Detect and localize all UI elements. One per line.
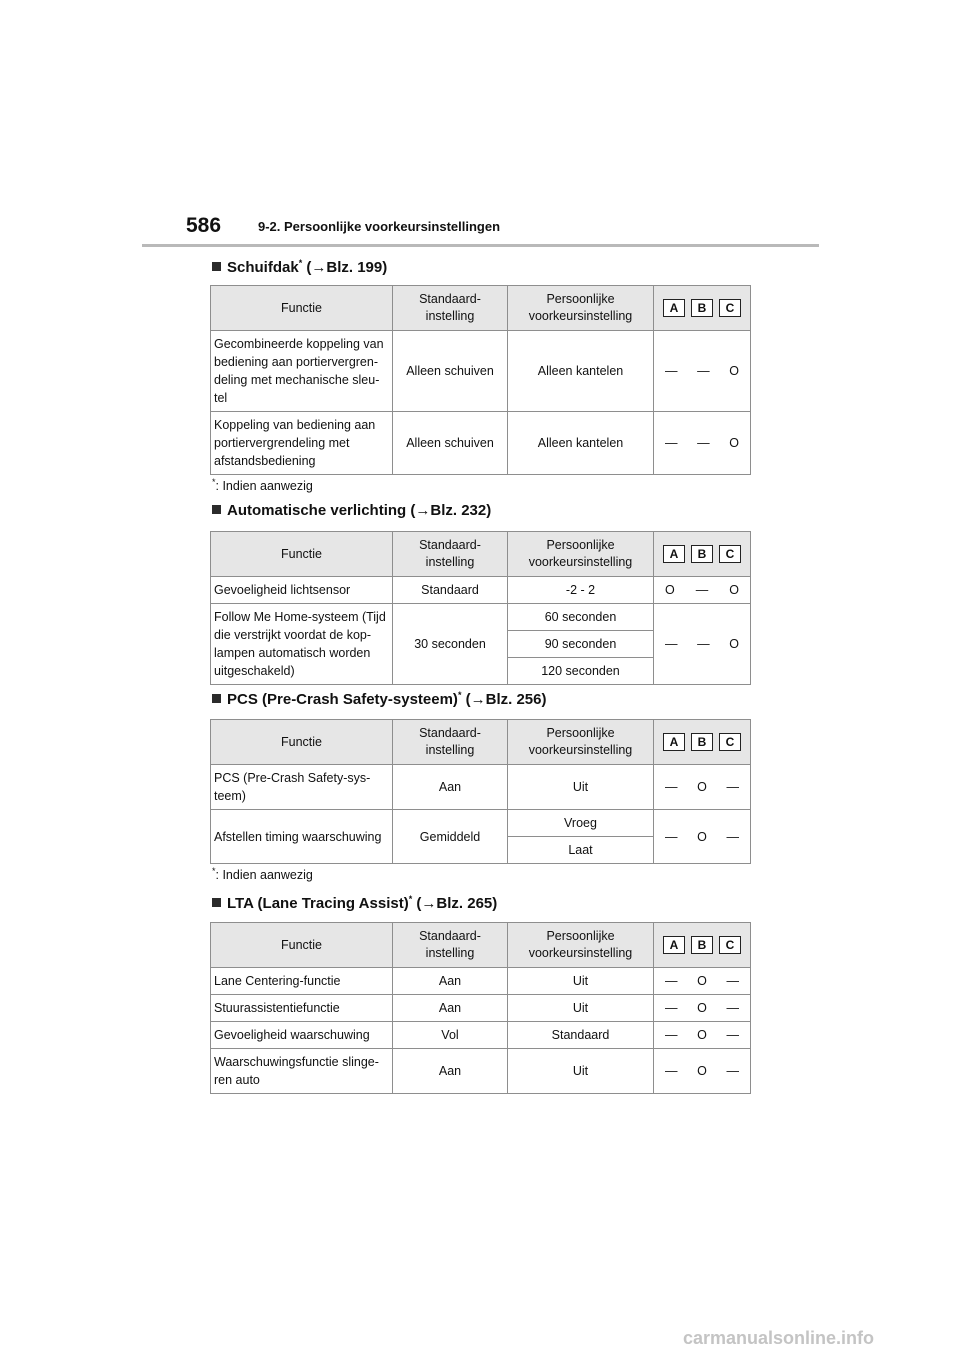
settings-table-schuifdak	[210, 285, 751, 475]
section-heading-schuifdak: Schuifdak* (→Blz. 199)	[212, 258, 387, 276]
col-header-persoonlijk: Persoonlijke voorkeursinstelling	[508, 923, 654, 968]
col-header-abc	[654, 286, 751, 331]
page-reference: (→Blz. 199)	[306, 259, 388, 276]
section-heading-lta: LTA (Lane Tracing Assist)* (→Blz. 265)	[212, 894, 497, 912]
col-header-persoonlijk: Persoonlijke voorkeursinstelling	[508, 532, 654, 577]
table-row: Gecombineerde koppeling van bediening aan portiervergren-deling met mechanische sleu-tel Alleen schuiven Alleen kantelen — — O	[211, 331, 751, 412]
table-row: Gevoeligheid lichtsensor Standaard -2 - 2 O — O	[211, 577, 751, 604]
col-header-abc	[654, 532, 751, 577]
label-b: B	[691, 733, 713, 751]
col-header-functie: Functie	[211, 923, 393, 968]
col-header-functie: Functie	[211, 286, 393, 331]
label-a: A	[663, 299, 685, 317]
table-row: Stuurassistentiefunctie Aan Uit — O —	[211, 995, 751, 1022]
settings-table-lta	[210, 922, 751, 1094]
bullet-square-icon	[212, 505, 221, 514]
header-rule	[142, 244, 819, 247]
watermark: carmanualsonline.info	[683, 1328, 875, 1348]
table-row: Koppeling van bediening aan portiervergrendeling met afstandsbediening Alleen schuiven Alleen kantelen — — O	[211, 412, 751, 475]
label-b: B	[691, 545, 713, 563]
section-heading-verlichting: Automatische verlichting (→Blz. 232)	[212, 502, 491, 519]
col-header-functie: Functie	[211, 720, 393, 765]
label-a: A	[663, 545, 685, 563]
label-a: A	[663, 733, 685, 751]
table-row: Gevoeligheid waarschuwing Vol Standaard — O —	[211, 1022, 751, 1049]
label-a: A	[663, 936, 685, 954]
section-heading-pcs: PCS (Pre-Crash Safety-systeem)* (→Blz. 256)	[212, 690, 546, 708]
chapter-title: 9-2. Persoonlijke voorkeursinstellingen	[258, 219, 501, 234]
table-row: Follow Me Home-systeem (Tijd die verstrijkt voordat de kop-lampen automatisch worden uitgeschakeld) 30 seconden 60 seconden — — O	[211, 604, 751, 631]
settings-table-verlichting: Functie Standaard-instelling Persoonlijke voorkeursinstelling A B C Gevoeligheid lichtsensor Standaard -2 - 2 O — O Follow Me Home-systeem (Tijd die verstrijkt voordat de kop-lampen automatisch worden uitgeschakeld) 30 seconden 60 seconden — — O 90 seconden 120 seconden	[210, 531, 751, 685]
page-reference: (→Blz. 232)	[410, 502, 492, 519]
table-row: PCS (Pre-Crash Safety-sys-teem) Aan Uit — O —	[211, 765, 751, 810]
col-header-standaard: Standaard-instelling	[393, 720, 508, 765]
label-c: C	[719, 299, 741, 317]
col-header-abc	[654, 923, 751, 968]
col-header-persoonlijk: Persoonlijke voorkeursinstelling	[508, 720, 654, 765]
col-header-abc	[654, 720, 751, 765]
col-header-standaard: Standaard-instelling	[393, 923, 508, 968]
footnote: *: Indien aanwezig	[212, 477, 313, 494]
table-row: Lane Centering-functie Aan Uit — O —	[211, 968, 751, 995]
col-header-persoonlijk: Persoonlijke voorkeursinstelling	[508, 286, 654, 331]
col-header-functie: Functie	[211, 532, 393, 577]
label-b: B	[691, 299, 713, 317]
table-row: Afstellen timing waarschuwing Gemiddeld Vroeg — O —	[211, 810, 751, 837]
footnote: *: Indien aanwezig	[212, 866, 313, 883]
bullet-square-icon	[212, 898, 221, 907]
col-header-standaard: Standaard-instelling	[393, 286, 508, 331]
label-c: C	[719, 545, 741, 563]
label-c: C	[719, 936, 741, 954]
label-b: B	[691, 936, 713, 954]
settings-table-pcs: Functie Standaard-instelling Persoonlijke voorkeursinstelling A B C PCS (Pre-Crash Safety-sys-teem) Aan Uit — O — Afstellen timing waarschuwing Gemiddeld Vroeg — O — Laat	[210, 719, 751, 864]
table-row: Waarschuwingsfunctie slinge-ren auto Aan Uit — O —	[211, 1049, 751, 1094]
col-header-standaard: Standaard-instelling	[393, 532, 508, 577]
bullet-square-icon	[212, 694, 221, 703]
page-number: 586	[186, 214, 222, 237]
page-reference: (→Blz. 265)	[416, 895, 498, 912]
bullet-square-icon	[212, 262, 221, 271]
label-c: C	[719, 733, 741, 751]
page-reference: (→Blz. 256)	[465, 691, 547, 708]
